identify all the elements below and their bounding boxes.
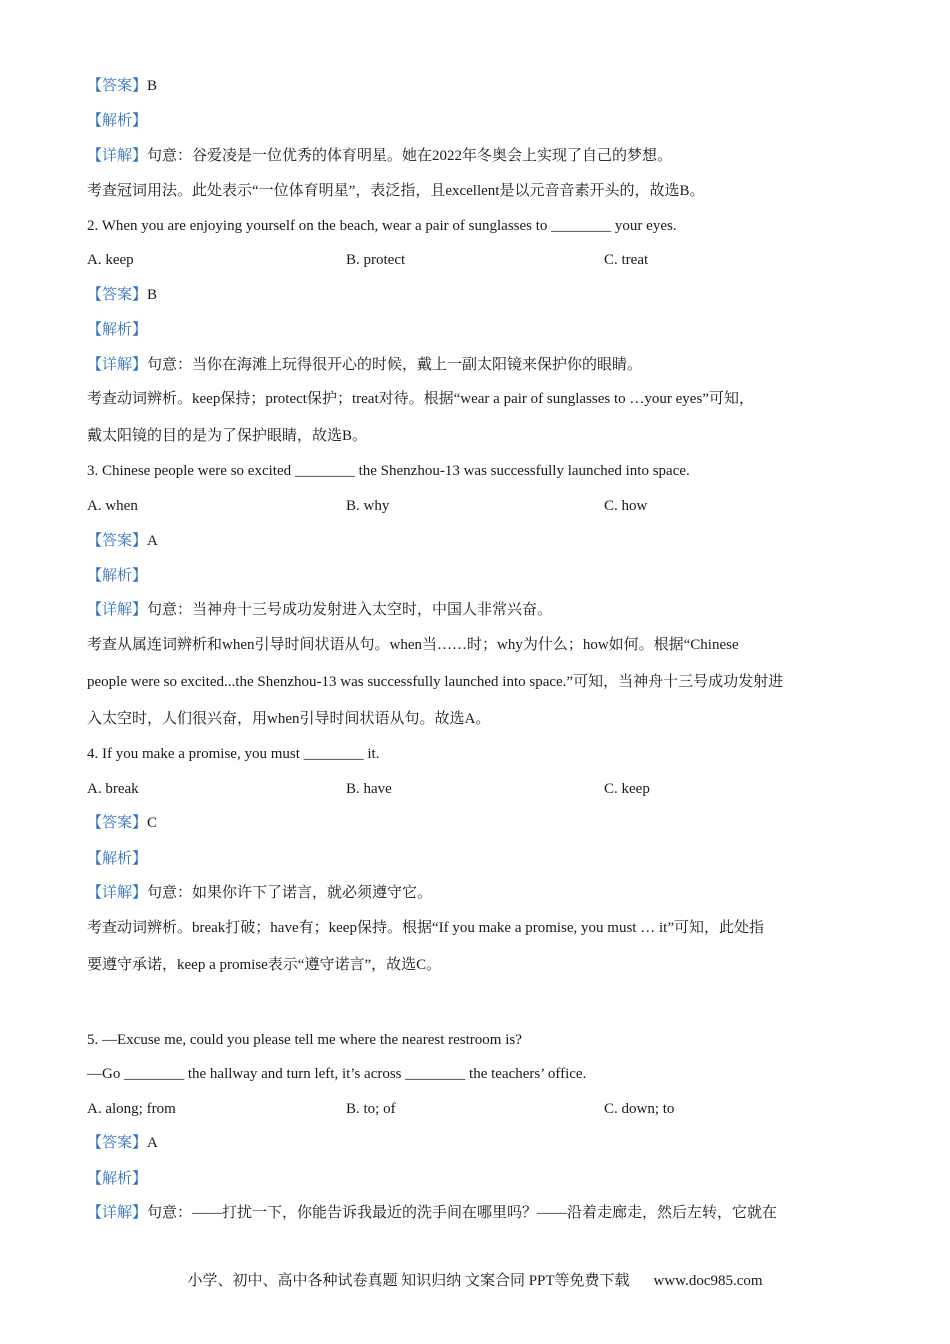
q5-question-line: 5. —Excuse me, could you please tell me where the nearest restroom is? (87, 1032, 522, 1048)
q5-analysis-tag: 【解析】 (87, 1171, 148, 1187)
q5-option-c: C. down; to (604, 1101, 675, 1117)
q5-detail (87, 1203, 777, 1223)
detail-tag: 【详解】 (87, 885, 148, 901)
q4-explain-line: 考查动词辨析。break打破；have有；keep保持。根据“If you make a promise, you must … it”可知，此处指 (87, 920, 764, 936)
q2-option-a: A. keep (87, 252, 134, 268)
q4-analysis-tag: 【解析】 (87, 851, 148, 867)
q3-option-c: C. how (604, 498, 648, 514)
answer-tag: 【答案】 (87, 287, 148, 303)
answer-value: C (147, 815, 158, 831)
page-footer (0, 1269, 950, 1290)
detail-tag: 【详解】 (87, 1205, 148, 1221)
answer-tag: 【答案】 (87, 815, 148, 831)
q3-detail (87, 600, 552, 620)
detail-text: 句意：当神舟十三号成功发射进入太空时，中国人非常兴奋。 (147, 602, 553, 618)
detail-text: 句意：——打扰一下，你能告诉我最近的洗手间在哪里吗？——沿着走廊走，然后左转，它就在 (147, 1205, 778, 1221)
q2-question: 2. When you are enjoying yourself on the beach, wear a pair of sunglasses to ________ your eyes. (87, 218, 677, 234)
q3-explain-line: people were so excited...the Shenzhou-13 was successfully launched into space.”可知，当神舟十三号成功发射进 (87, 674, 784, 690)
q5-answer (87, 1133, 158, 1153)
q4-option-a: A. break (87, 781, 139, 797)
q1-analysis-tag: 【解析】 (87, 113, 148, 129)
q4-detail (87, 883, 432, 903)
q3-explain-line: 入太空时，人们很兴奋，用when引导时间状语从句。故选A。 (87, 711, 491, 727)
q3-option-a: A. when (87, 498, 138, 514)
q3-answer (87, 531, 158, 551)
q4-option-c: C. keep (604, 781, 650, 797)
answer-value: A (147, 533, 158, 549)
q3-analysis-tag: 【解析】 (87, 568, 148, 584)
detail-text: 句意：谷爱凌是一位优秀的体育明星。她在2022年冬奥会上实现了自己的梦想。 (147, 148, 673, 164)
q2-explain-line: 戴太阳镜的目的是为了保护眼睛，故选B。 (87, 428, 368, 444)
q2-option-c: C. treat (604, 252, 649, 268)
q4-question: 4. If you make a promise, you must ________ it. (87, 746, 380, 762)
q5-option-a: A. along; from (87, 1101, 176, 1117)
q4-option-b: B. have (346, 781, 392, 797)
q3-option-b: B. why (346, 498, 390, 514)
answer-value: B (147, 78, 158, 94)
q4-answer (87, 813, 157, 833)
footer-text: 小学、初中、高中各种试卷真题 知识归纳 文案合同 PPT等免费下载 (187, 1273, 630, 1289)
answer-tag: 【答案】 (87, 1135, 148, 1151)
detail-tag: 【详解】 (87, 602, 148, 618)
q1-answer (87, 76, 157, 96)
q2-explain-line: 考查动词辨析。keep保持；protect保护；treat对待。根据“wear a pair of sunglasses to …your eyes”可知， (87, 391, 754, 407)
q2-detail (87, 355, 642, 375)
q3-explain-line: 考查从属连词辨析和when引导时间状语从句。when当……时；why为什么；how如何。根据“Chinese (87, 637, 739, 653)
q1-explain-line: 考查冠词用法。此处表示“一位体育明星”，表泛指，且excellent是以元音音素开头的，故选B。 (87, 183, 705, 199)
q5-option-b: B. to; of (346, 1101, 396, 1117)
detail-text: 句意：当你在海滩上玩得很开心的时候，戴上一副太阳镜来保护你的眼睛。 (147, 357, 643, 373)
q1-detail (87, 146, 672, 166)
q3-question: 3. Chinese people were so excited ________ the Shenzhou-13 was successfully launched into space. (87, 463, 690, 479)
answer-value: B (147, 287, 158, 303)
q2-answer (87, 285, 157, 305)
answer-tag: 【答案】 (87, 533, 148, 549)
detail-text: 句意：如果你许下了诺言，就必须遵守它。 (147, 885, 433, 901)
detail-tag: 【详解】 (87, 148, 148, 164)
detail-tag: 【详解】 (87, 357, 148, 373)
q2-analysis-tag: 【解析】 (87, 322, 148, 338)
answer-tag: 【答案】 (87, 78, 148, 94)
footer-url[interactable]: www.doc985.com (653, 1273, 763, 1289)
q2-option-b: B. protect (346, 252, 406, 268)
answer-value: A (147, 1135, 158, 1151)
q4-explain-line: 要遵守承诺，keep a promise表示“遵守诺言”，故选C。 (87, 957, 442, 973)
q5-question-line: —Go ________ the hallway and turn left, it’s across ________ the teachers’ office. (87, 1066, 587, 1082)
